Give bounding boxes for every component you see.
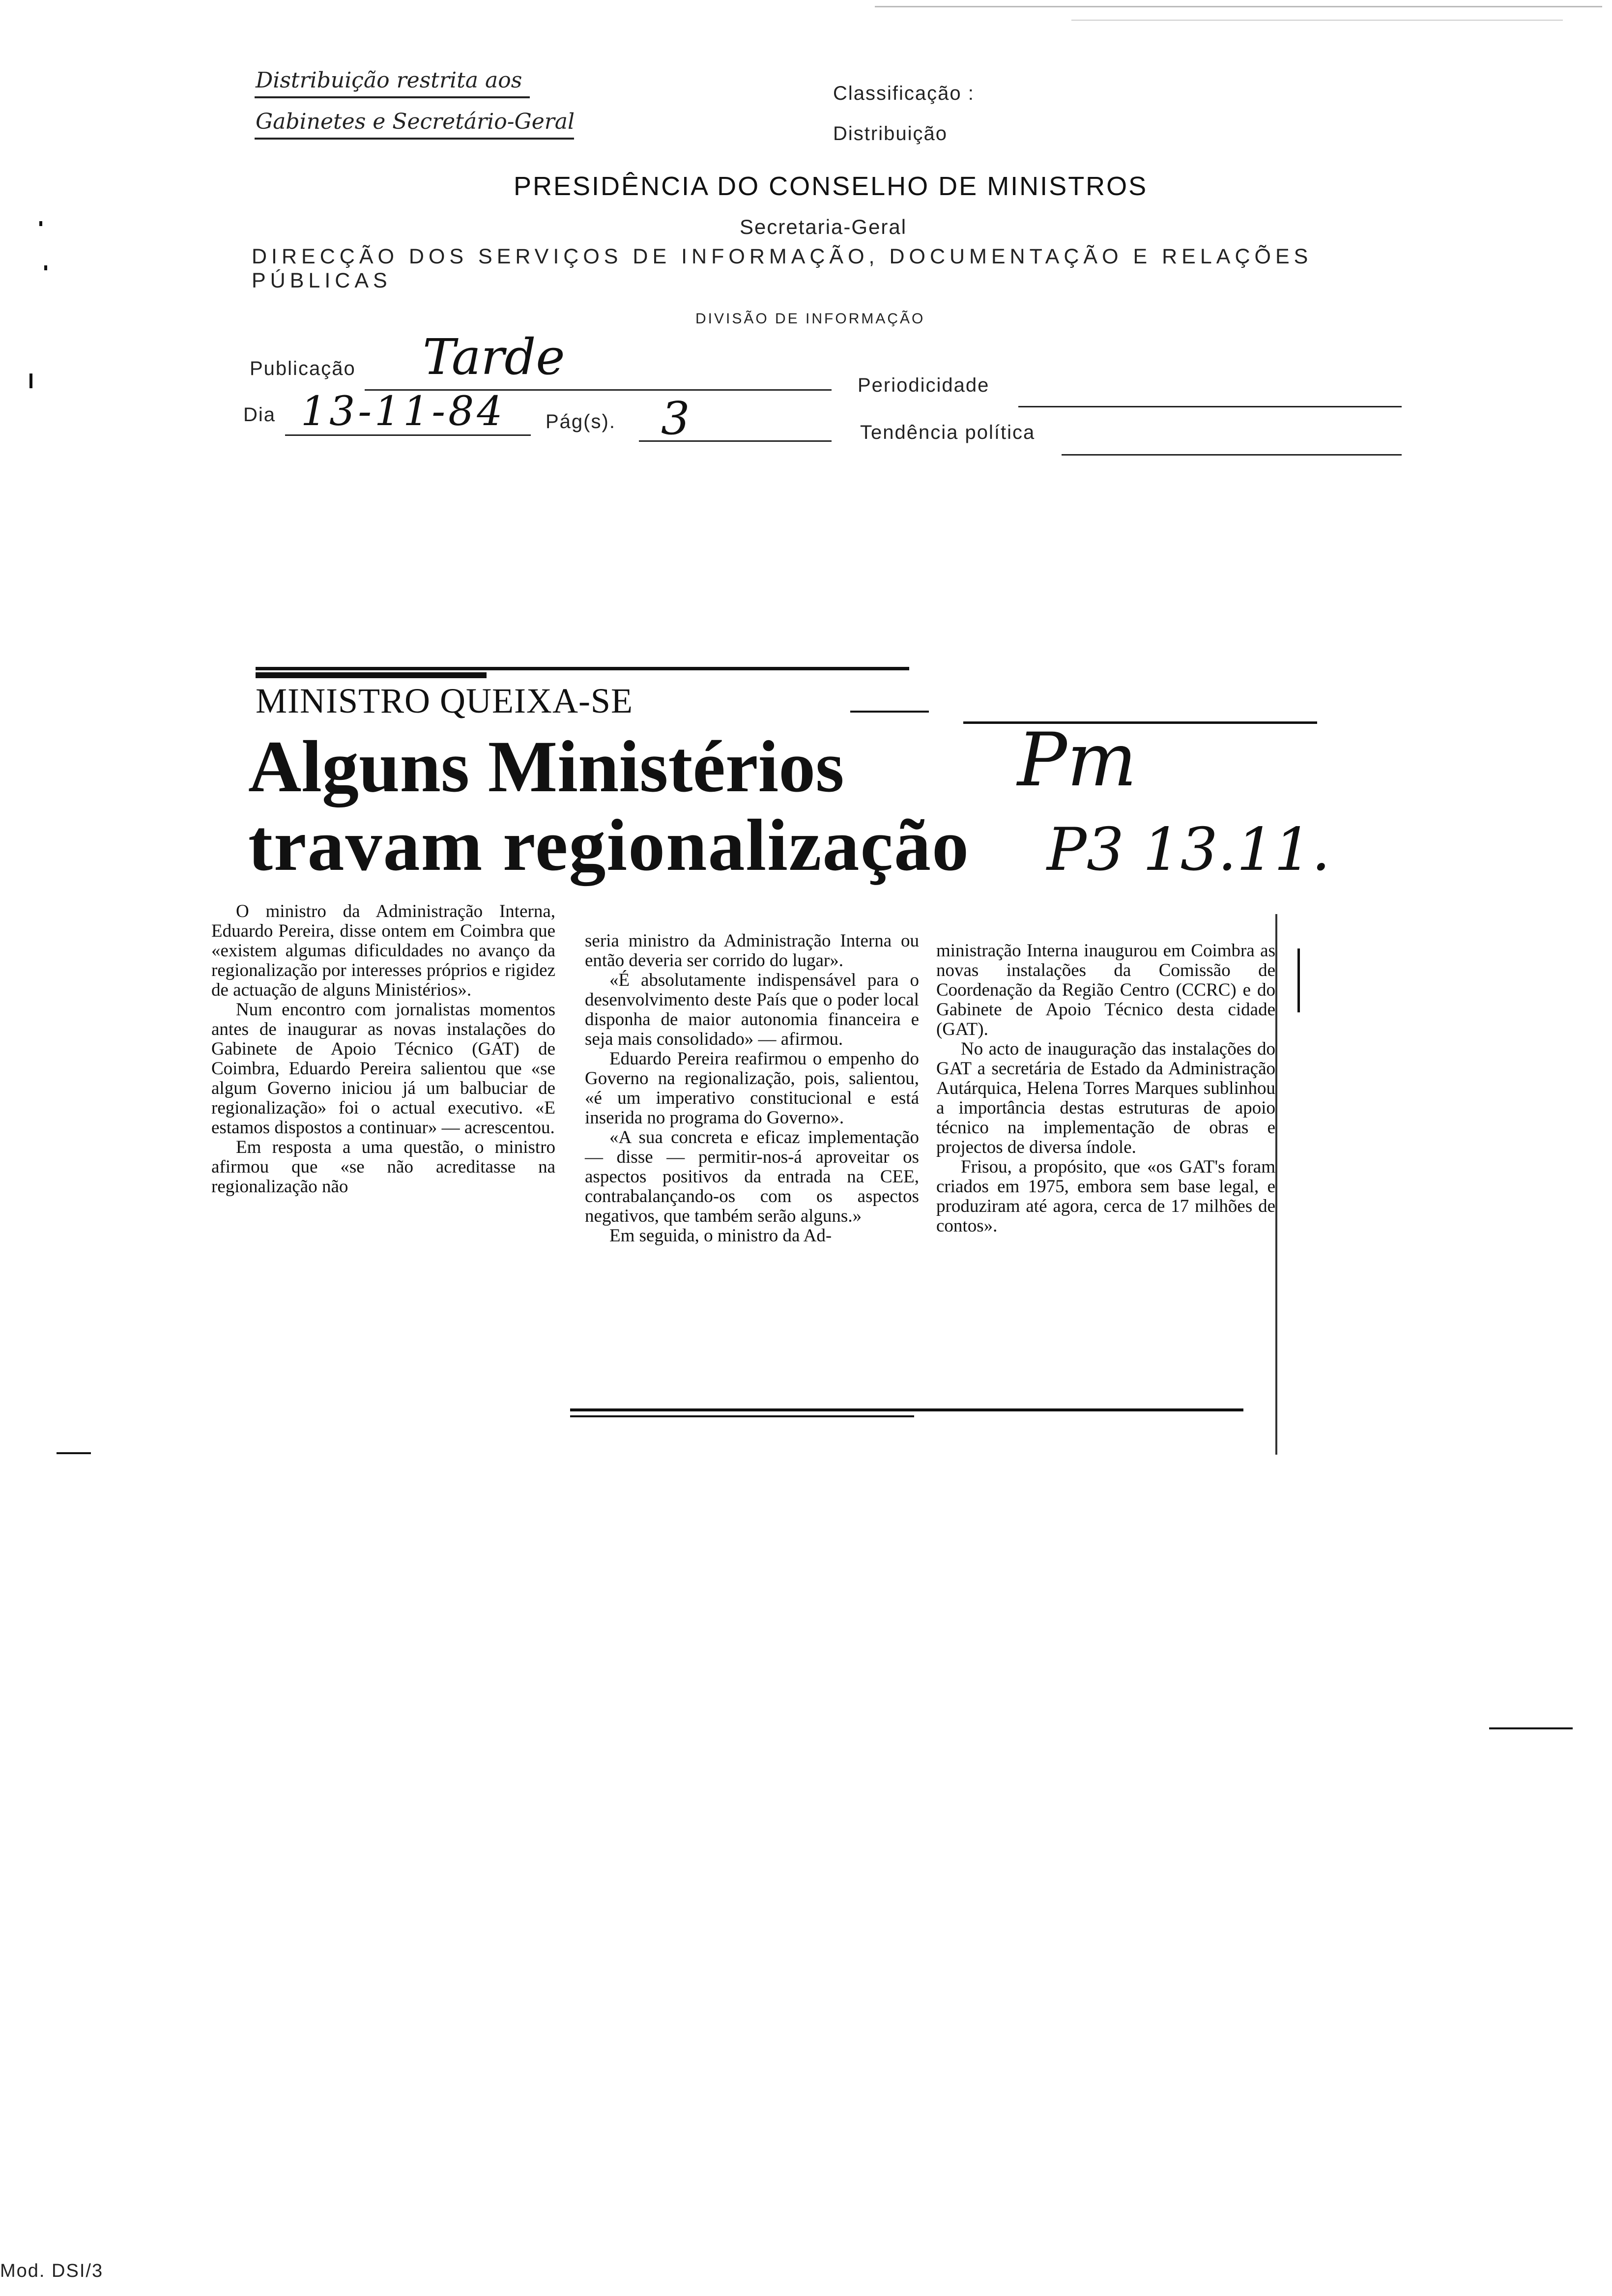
article-column-3: [936, 941, 1275, 1236]
clipping-top-rule-right: [963, 721, 1317, 724]
model-code: Mod. DSI/3: [0, 2261, 104, 2281]
handwritten-initials: Pm: [1017, 718, 1137, 803]
scan-mark: [1489, 1727, 1573, 1729]
article-headline-line2: travam regionalização: [248, 804, 970, 886]
dia-label: Dia: [243, 404, 276, 426]
paragraph: «A sua concreta e eficaz implementação — disse — permitir-nos-á aproveitar os aspectos positivos da entrada na CEE, contrabalançando-os com os aspectos negativos, que também serão alguns.»: [585, 1127, 919, 1226]
column-side-rule: [1297, 948, 1300, 1012]
classificacao-label: Classificação :: [833, 83, 975, 104]
dia-value: 13-11-84: [301, 388, 506, 435]
distribution-underline: [255, 138, 574, 140]
publicacao-value: Tarde: [423, 328, 565, 386]
distribuicao-label: Distribuição: [833, 123, 948, 144]
article-column-2: [585, 931, 919, 1246]
scan-artifact-line: [1071, 20, 1563, 21]
periodicidade-label: Periodicidade: [858, 374, 990, 396]
distribution-note-line1: Distribuição restrita aos: [256, 68, 522, 93]
paragraph: Frisou, a propósito, que «os GAT's foram criados em 1975, embora sem base legal, e produziram até agora, cerca de 17 milhões de contos».: [936, 1157, 1275, 1236]
pags-value: 3: [661, 392, 690, 445]
paragraph: ministração Interna inaugurou em Coimbra as novas instalações da Comissão de Coordenação da Região Centro (CCRC) e do Gabinete de Apoio Técnico desta cidade (GAT).: [936, 941, 1275, 1039]
clipping-top-rule-thick: [256, 672, 487, 678]
article-column-1: [211, 902, 555, 1197]
directorate-title: DIRECÇÃO DOS SERVIÇOS DE INFORMAÇÃO, DOCUMENTAÇÃO E RELAÇÕES PÚBLICAS: [252, 245, 1313, 292]
handwritten-note: P3 13.11.: [1047, 816, 1330, 884]
clipping-top-rule: [256, 667, 909, 670]
scan-mark: [29, 373, 32, 388]
paragraph: Eduardo Pereira reafirmou o empenho do Governo na regionalização, pois, salientou, «é um imperativo constitucional e está inserida no programa do Governo».: [585, 1049, 919, 1128]
scan-mark: [39, 221, 42, 226]
dia-field-line: [285, 434, 531, 436]
secretariat-title: Secretaria-Geral: [740, 215, 907, 238]
paragraph: No acto de inauguração das instalações do GAT a secretária de Estado da Administração Autárquica, Helena Torres Marques sublinhou a importância destas estruturas de apoio técnico na implementação de obras e projectos de diversa índole.: [936, 1039, 1275, 1157]
pags-label: Pág(s).: [546, 411, 616, 432]
pags-field-line: [639, 440, 832, 442]
clipping-top-rule-right: [850, 711, 929, 713]
periodicidade-field-line: [1018, 406, 1402, 407]
clipping-bottom-rule: [570, 1408, 1243, 1411]
paragraph: O ministro da Administração Interna, Eduardo Pereira, disse ontem em Coimbra que «existem algumas dificuldades no avanço da regionalização por interesses próprios e rigidez de actuação de alguns Ministérios».: [211, 901, 555, 1000]
column-side-rule: [1275, 914, 1277, 1455]
division-title: DIVISÃO DE INFORMAÇÃO: [695, 311, 925, 327]
tendencia-label: Tendência política: [860, 422, 1036, 443]
article-headline-line1: Alguns Ministérios: [248, 726, 844, 807]
paragraph: «É absolutamente indispensável para o desenvolvimento deste País que o poder local disponha de maior autonomia financeira e seja mais consolidado» — afirmou.: [585, 970, 919, 1049]
scan-artifact-line: [875, 6, 1602, 7]
scan-mark: [57, 1452, 91, 1454]
paragraph: Em seguida, o ministro da Ad-: [609, 1226, 832, 1246]
clipping-bottom-rule: [570, 1415, 914, 1417]
distribution-note-line2: Gabinetes e Secretário-Geral: [256, 109, 575, 134]
paragraph: seria ministro da Administração Interna ou então deveria ser corrido do lugar».: [585, 931, 919, 971]
scan-mark: [44, 265, 47, 270]
publicacao-label: Publicação: [250, 358, 356, 379]
institution-title: PRESIDÊNCIA DO CONSELHO DE MINISTROS: [514, 172, 1148, 201]
distribution-underline: [255, 96, 530, 98]
article-kicker: MINISTRO QUEIXA-SE: [256, 681, 633, 720]
tendencia-field-line: [1062, 454, 1402, 456]
paragraph: Num encontro com jornalistas momentos antes de inaugurar as novas instalações do Gabinete de Apoio Técnico (GAT) de Coimbra, Eduardo Pereira salientou que «se algum Governo iniciou já um balbuciar de regionalização» foi o actual executivo. «E estamos dispostos a continuar» — acrescentou.: [211, 1000, 555, 1138]
paragraph: Em resposta a uma questão, o ministro afirmou que «se não acreditasse na regionalização não: [211, 1137, 555, 1197]
